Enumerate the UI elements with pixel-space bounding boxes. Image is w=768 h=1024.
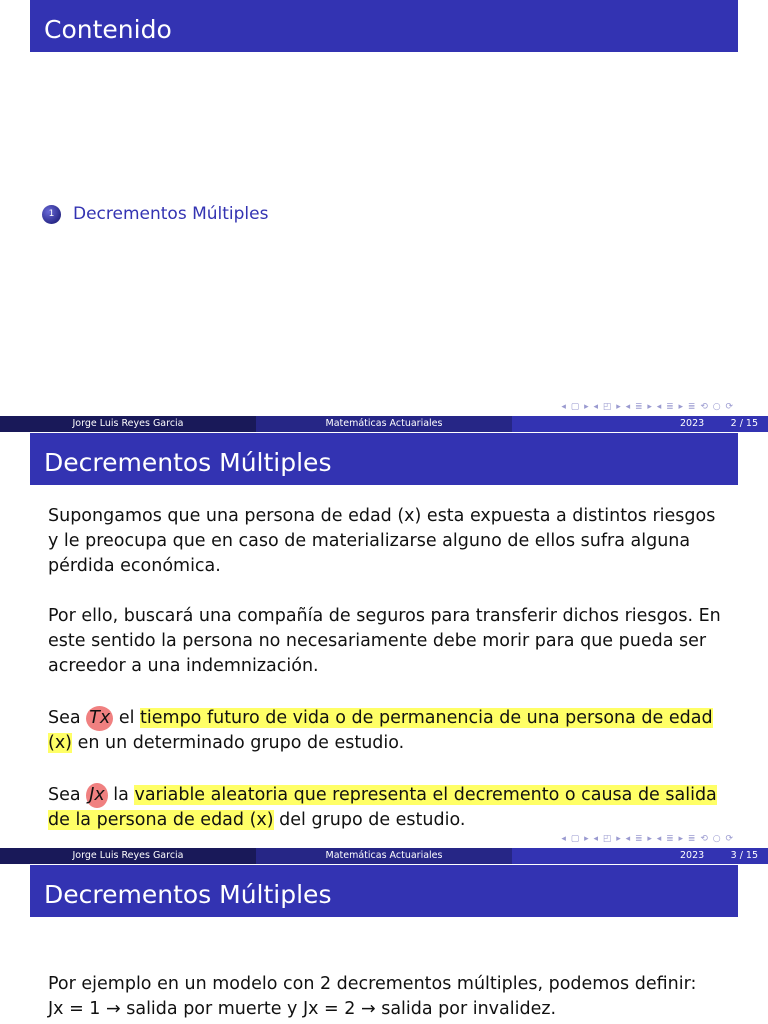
paragraph: Supongamos que una persona de edad (x) esta expuesta a distintos riesgos y le preocupa que en caso de materializarse alguno de ellos sufra alguna pérdida económica. bbox=[48, 506, 716, 576]
slide-title: Decrementos Múltiples bbox=[30, 433, 738, 485]
section-number-bullet: 1 bbox=[42, 205, 61, 224]
toc-item[interactable] bbox=[42, 203, 268, 225]
highlighted-text: variable aleatoria que representa el decremento o causa de salida de la persona de edad (x) bbox=[48, 785, 717, 830]
footer-course: Matemáticas Actuariales bbox=[256, 848, 512, 864]
paragraph: Jx = 1 → salida por muerte y Jx = 2 → salida por invalidez. bbox=[48, 999, 557, 1019]
slide-title: Contenido bbox=[30, 0, 738, 52]
footer-page-number: 3 / 15 bbox=[730, 850, 758, 861]
text: el bbox=[118, 708, 135, 728]
text: la bbox=[113, 785, 129, 805]
beamer-navigation-icons[interactable]: ◂ ▢ ▸ ◂ ◰ ▸ ◂ ≣ ▸ ◂ ≣ ▸ ≣ ⟲ ○ ⟳ bbox=[561, 402, 734, 412]
slide-footer bbox=[0, 416, 768, 432]
text: del grupo de estudio. bbox=[279, 810, 466, 830]
footer-info bbox=[512, 848, 768, 864]
text: Sea bbox=[48, 785, 81, 805]
footer-author: Jorge Luis Reyes Garcia bbox=[0, 416, 256, 432]
slide-footer bbox=[0, 848, 768, 864]
text: en un determinado grupo de estudio. bbox=[77, 733, 405, 753]
beamer-navigation-icons[interactable]: ◂ ▢ ▸ ◂ ◰ ▸ ◂ ≣ ▸ ◂ ≣ ▸ ≣ ⟲ ○ ⟳ bbox=[561, 834, 734, 844]
footer-year: 2023 bbox=[680, 418, 705, 429]
footer-info bbox=[512, 416, 768, 432]
highlighted-symbol: Tx bbox=[86, 706, 113, 731]
paragraph: Por ejemplo en un modelo con 2 decrementos múltiples, podemos definir: bbox=[48, 974, 697, 994]
footer-year: 2023 bbox=[680, 850, 705, 861]
paragraph: Por ello, buscará una compañía de seguros para transferir dichos riesgos. En este sentido la persona no necesariamente debe morir para que pueda ser acreedor a una indemnización. bbox=[48, 606, 721, 676]
text: Sea bbox=[48, 708, 81, 728]
toc-item-label[interactable]: Decrementos Múltiples bbox=[73, 204, 269, 224]
slide-title: Decrementos Múltiples bbox=[30, 865, 738, 917]
highlighted-symbol: Jx bbox=[86, 783, 108, 808]
paragraph-definition-tx bbox=[48, 706, 728, 756]
footer-author: Jorge Luis Reyes Garcia bbox=[0, 848, 256, 864]
highlighted-text: tiempo futuro de vida o de permanencia de una persona de edad (x) bbox=[48, 708, 713, 753]
footer-course: Matemáticas Actuariales bbox=[256, 416, 512, 432]
footer-page-number: 2 / 15 bbox=[730, 418, 758, 429]
paragraph-definition-jx bbox=[48, 783, 728, 833]
